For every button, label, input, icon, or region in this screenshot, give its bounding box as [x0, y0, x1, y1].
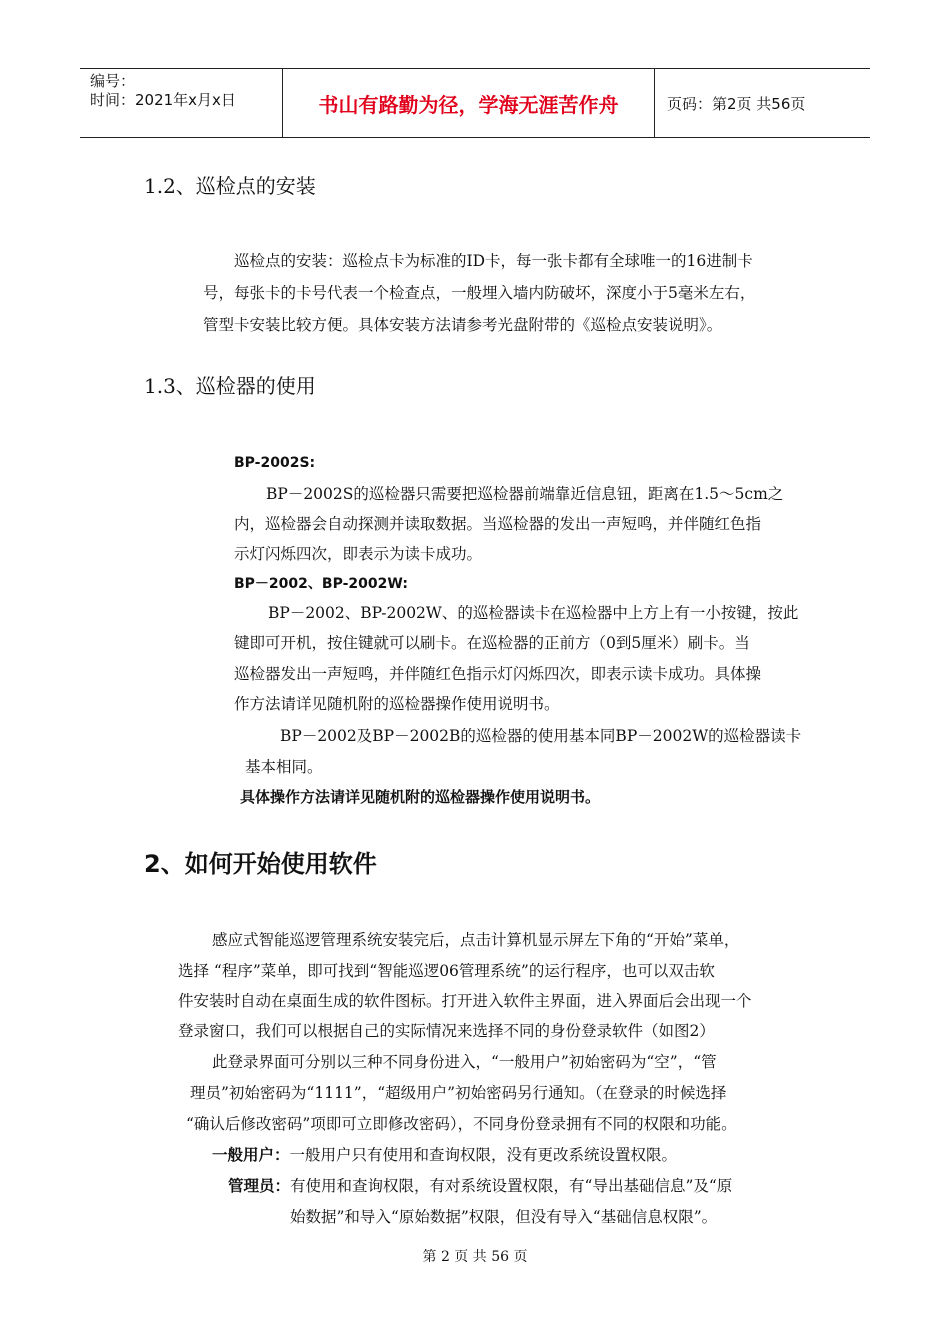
section-1-2-title: 1.2、巡检点的安装 — [144, 174, 316, 198]
section-2-para1-line-4: 登录窗口，我们可以根据自己的实际情况来选择不同的身份登录软件（如图2） — [178, 1022, 715, 1040]
model-bp2002-line-2: 键即可开机，按住键就可以刷卡。在巡检器的正前方（0到5厘米）刷卡。当 — [234, 634, 750, 652]
section-2-para2-line-2: 理员”初始密码为“1111”，“超级用户”初始密码另行通知。（在登录的时候选择 — [190, 1084, 727, 1102]
document-header — [80, 68, 870, 138]
section-1-2-line-3: 管型卡安装比较方便。具体安装方法请参考光盘附带的《巡检点安装说明》。 — [203, 316, 723, 334]
section-2-para2-line-3: “确认后修改密码”项即可立即修改密码），不同身份登录拥有不同的权限和功能。 — [186, 1115, 737, 1133]
section-1-3-title: 1.3、巡检器的使用 — [144, 374, 316, 398]
role-general-user-label: 一般用户： — [212, 1146, 290, 1164]
role-admin-text-2: 始数据”和导入“原始数据”权限，但没有导入“基础信息权限”。 — [290, 1208, 718, 1226]
role-admin-label: 管理员： — [228, 1177, 291, 1195]
model-bp2002s-line-2: 内，巡检器会自动探测并读取数据。当巡检器的发出一声短鸣，并伴随红色指 — [234, 515, 762, 533]
model-bp2002b-line-2: 基本相同。 — [245, 758, 323, 776]
header-motto: 书山有路勤为径，学海无涯苦作舟 — [283, 69, 655, 137]
role-general-user — [212, 1140, 677, 1170]
model-bp2002-line-4: 作方法请详见随机附的巡检器操作使用说明书。 — [234, 695, 560, 713]
section-2-para1-line-3: 件安装时自动在桌面生成的软件图标。打开进入软件主界面，进入界面后会出现一个 — [178, 992, 752, 1010]
model-bp2002s-line-1: BP－2002S的巡检器只需要把巡检器前端靠近信息钮，距离在1.5～5cm之 — [266, 485, 784, 503]
model-bp2002-heading: BP－2002、BP-2002W: — [234, 576, 408, 592]
section-1-2-line-1: 巡检点的安装：巡检点卡为标准的ID卡，每一张卡都有全球唯一的16进制卡 — [234, 252, 753, 270]
section-2-para1-line-1: 感应式智能巡逻管理系统安装完后，点击计算机显示屏左下角的“开始”菜单， — [212, 931, 740, 949]
model-bp2002s-line-3: 示灯闪烁四次，即表示为读卡成功。 — [234, 545, 483, 563]
role-admin — [228, 1171, 732, 1201]
model-bp2002s-heading: BP-2002S: — [234, 455, 316, 471]
header-page-info — [665, 69, 870, 137]
role-general-user-text: 一般用户只有使用和查询权限，没有更改系统设置权限。 — [289, 1146, 678, 1164]
page-footer: 第 2 页 共 56 页 — [422, 1249, 528, 1265]
bold-note: 具体操作方法请详见随机附的巡检器操作使用说明书。 — [240, 788, 601, 806]
header-number: 编号： — [90, 72, 136, 90]
section-1-2-line-2: 号，每张卡的卡号代表一个检查点，一般埋入墙内防破坏，深度小于5毫米左右， — [203, 284, 756, 302]
header-date: 时间：2021年x月x日 — [90, 91, 236, 109]
header-meta-cell — [80, 69, 283, 137]
model-bp2002b-line-1: BP－2002及BP－2002B的巡检器的使用基本同BP－2002W的巡检器读卡 — [280, 727, 802, 745]
section-2-title: 2、如何开始使用软件 — [144, 850, 377, 878]
header-page-info-text: 页码：第2页 共56页 — [667, 94, 806, 113]
model-bp2002-line-1: BP－2002、BP-2002W、的巡检器读卡在巡检器中上方上有一小按键，按此 — [268, 604, 799, 622]
role-admin-text-1: 有使用和查询权限，有对系统设置权限，有“导出基础信息”及“原 — [290, 1177, 733, 1195]
section-2-para1-line-2: 选择 “程序”菜单，即可找到“智能巡逻06管理系统”的运行程序，也可以双击软 — [178, 962, 715, 980]
model-bp2002-line-3: 巡检器发出一声短鸣，并伴随红色指示灯闪烁四次，即表示读卡成功。具体操 — [234, 665, 762, 683]
section-2-para2-line-1: 此登录界面可分别以三种不同身份进入，“一般用户”初始密码为“空”，“管 — [212, 1053, 717, 1071]
